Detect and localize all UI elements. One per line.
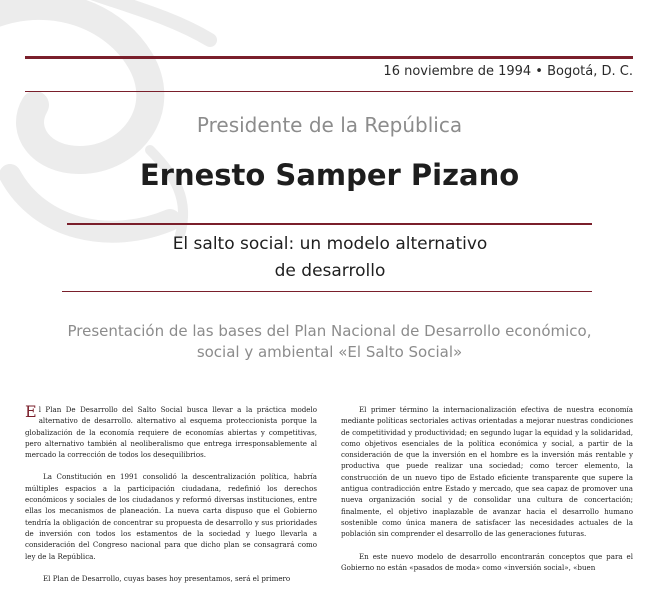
body-column-right xyxy=(341,404,633,584)
speech-title xyxy=(60,231,600,285)
drop-cap: E xyxy=(25,402,37,421)
body-column-left xyxy=(25,404,317,595)
speech-title-line-1: El salto social: un modelo alternativo xyxy=(172,234,488,254)
body-paragraph: En este nuevo modelo de desarrollo encontrarán conceptos que para el Gobierno no están «pasados de moda» como «inversión social», «buen xyxy=(341,551,633,572)
speech-title-line-2: de desarrollo xyxy=(274,261,386,281)
speech-subtitle xyxy=(20,321,639,363)
body-paragraph: El primer término la internacionalización efectiva de nuestra economía mediante políticas sectoriales activas orientadas a mejorar nuestras condiciones de competitividad y productividad; en segundo lugar la equidad y la solidaridad, como objetivos esenciales de la política económica y social, a partir de la consideración de que la inversión en el hombre es la inversión más rentable y productiva que puede realizar una sociedad; como tercer elemento, la construcción de un nuevo tipo de Estado eficiente transparente que supere la antigua contradicción entre Estado y mercado, que sea capaz de promover una nueva organización social y de consolidar una cultura de concertación; finalmente, el objetivo inaplazable de avanzar hacia el desarrollo humano sostenible como única manera de satisfacer las necesidades actuales de la población sin comprender el desarrollo de las generaciones futuras. xyxy=(341,405,633,539)
title-rule-top xyxy=(67,223,592,225)
body-paragraph: La Constitución en 1991 consolidó la descentralización política, habría múltiples espacios a la participación ciudadana, redefinió los derechos económicos y sociales de los ciudadanos y reformó diversas instituciones, entre ellas los mecanismos de planeación. La nueva carta dispuso que el Gobierno tendría la obligación de concentrar su propuesta de desarrollo y sus prioridades de inversión con todos los estamentos de la sociedad y luego llevarla a consideración del Congreso nacional para que dicho plan se consagrará como ley de la República. xyxy=(25,472,317,561)
speech-subtitle-line-1: Presentación de las bases del Plan Nacional de Desarrollo económico, xyxy=(67,322,592,340)
author-name: Ernesto Samper Pizano xyxy=(139,158,520,192)
author-role: Presidente de la República xyxy=(196,113,463,137)
body-paragraph: El Plan de Desarrollo, cuyas bases hoy presentamos, será el primero xyxy=(43,573,291,583)
title-rule-bottom xyxy=(62,291,592,292)
header-date-rule xyxy=(25,56,633,92)
speech-subtitle-line-2: social y ambiental «El Salto Social» xyxy=(196,343,463,361)
date-place: 16 noviembre de 1994 • Bogotá, D. C. xyxy=(383,64,633,79)
body-paragraph-text: l Plan De Desarrollo del Salto Social busca llevar a la práctica modelo alternativo de desarrollo. alternativo al esquema proteccionista porque la globalización de la economía requiere de economías abiertas y competitivas, pero alternativo también al neoliberalismo que entrega irresponsablemente al mercado la corrección de todos los desequilibrios. xyxy=(25,405,317,460)
body-paragraph xyxy=(25,404,317,460)
